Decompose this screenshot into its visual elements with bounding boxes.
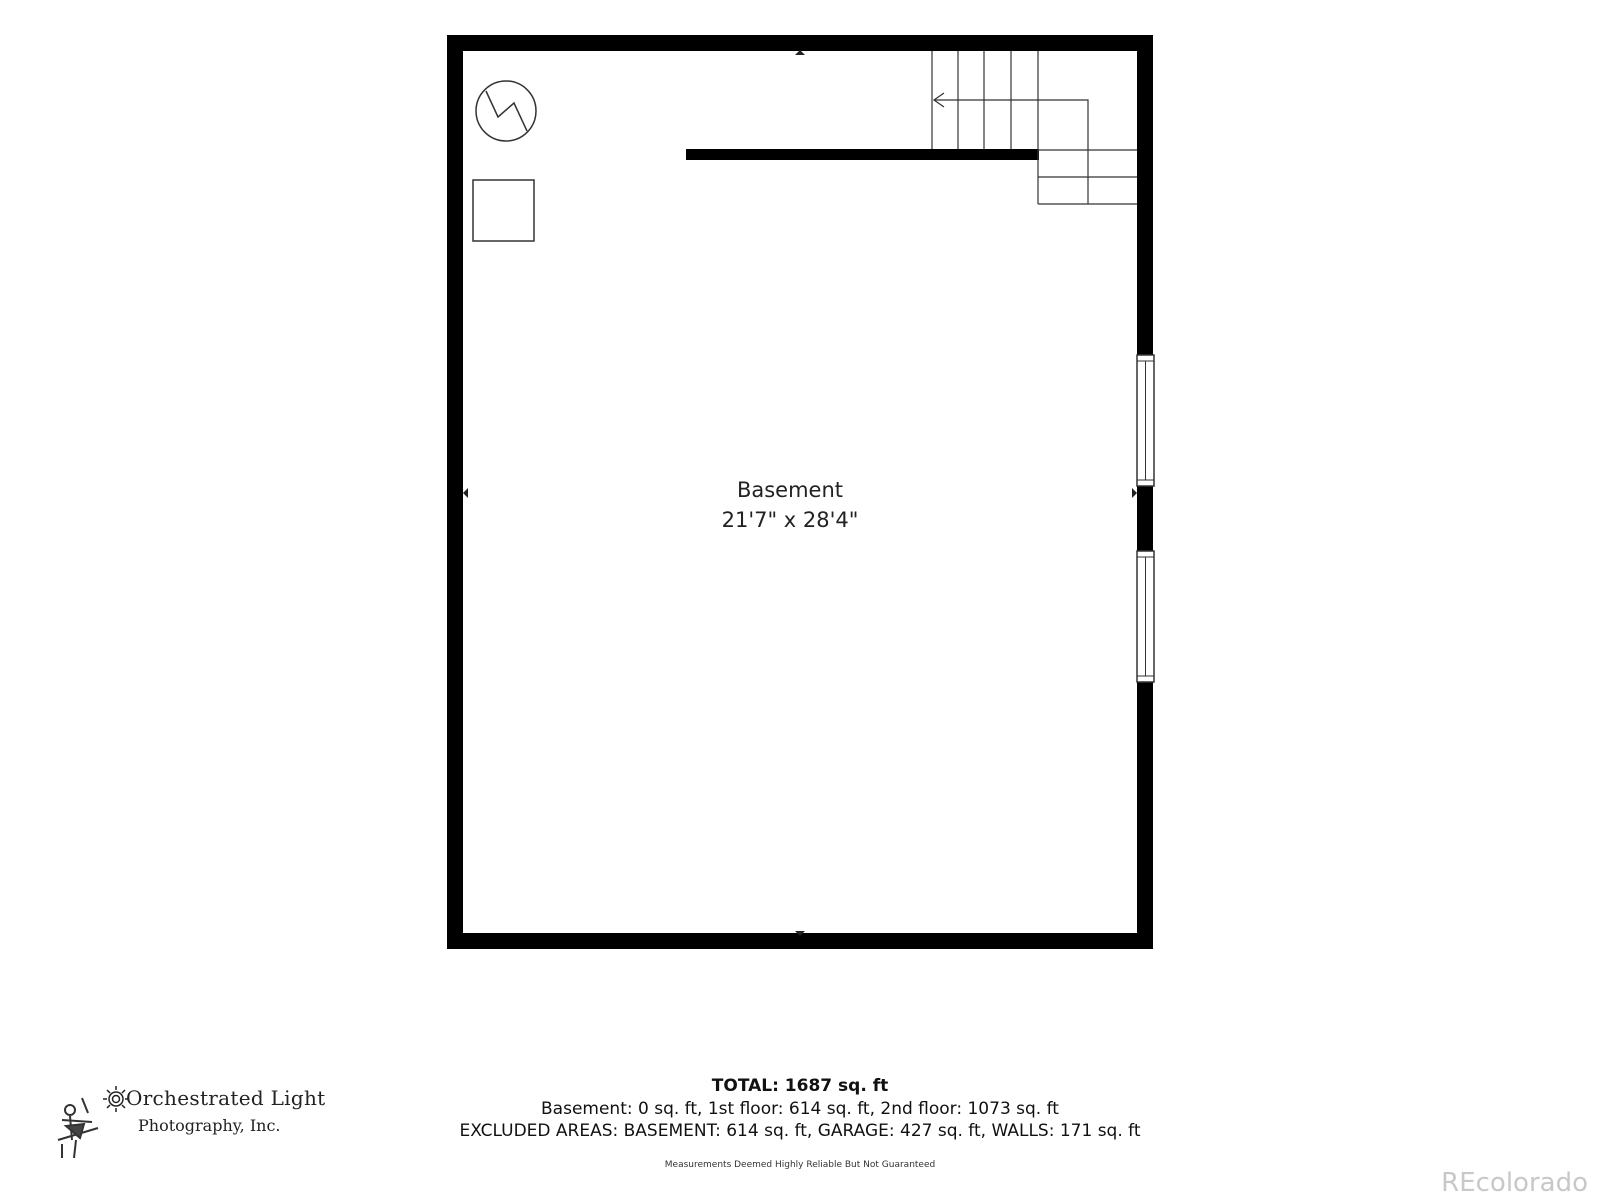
watermark: REcolorado [1441,1168,1588,1198]
water-heater-icon [476,81,536,141]
total-area: TOTAL: 1687 sq. ft [711,1076,889,1096]
window-icon [1137,355,1154,486]
dimension-marker [463,488,468,498]
window-icon [1137,551,1154,682]
room-name: Basement [736,478,844,502]
logo-subtitle: Photography, Inc. [138,1116,281,1135]
interior-wall [686,149,1039,160]
room-dimensions: 21'7" x 28'4" [721,508,859,532]
stairs-icon [932,51,1137,204]
floor-areas: Basement: 0 sq. ft, 1st floor: 614 sq. ft, 2nd floor: 1073 sq. ft [541,1099,1059,1119]
logo-name: Orchestrated Light [126,1086,326,1110]
furnace-icon [473,180,534,241]
excluded-areas: EXCLUDED AREAS: BASEMENT: 614 sq. ft, GARAGE: 427 sq. ft, WALLS: 171 sq. ft [459,1121,1141,1141]
logo-figure-icon [58,1098,98,1158]
dimension-marker [1132,488,1137,498]
disclaimer: Measurements Deemed Highly Reliable But Not Guaranteed [664,1160,936,1170]
